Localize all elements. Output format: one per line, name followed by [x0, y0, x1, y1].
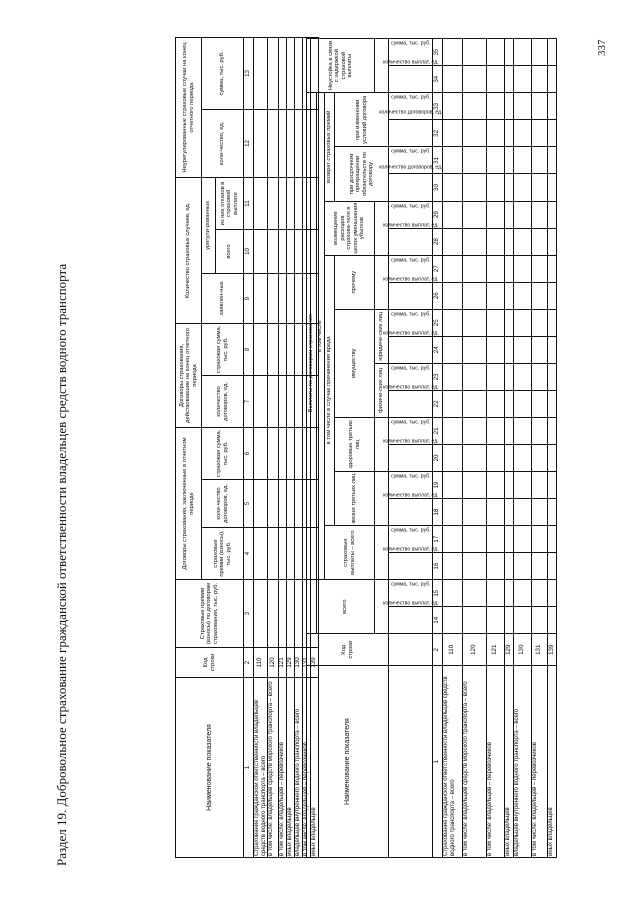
- t1-colnum: 13: [244, 37, 254, 109]
- t1-colnum: 2: [244, 648, 254, 678]
- t2-payments-group: Выплаты по договорам страхования: [307, 93, 317, 634]
- t1-colnum: 4: [244, 528, 254, 580]
- table-row: [268, 37, 279, 857]
- t2-colnum: 15: [433, 580, 443, 607]
- table2-container: [306, 38, 574, 858]
- table-row: [532, 39, 548, 858]
- t2-colnum: 28: [433, 228, 443, 255]
- row-label: иных владельцев: [505, 666, 514, 858]
- t2-colnum: 19: [433, 472, 443, 499]
- section-title: Раздел 19. Добровольное страхование гражданской ответственности владельцев средств водного транспорта: [54, 263, 69, 866]
- t1-colnum: 11: [244, 177, 254, 229]
- table-row: [487, 39, 505, 858]
- t2-colnum: 26: [433, 282, 443, 309]
- t2-sub: сумма, тыс. руб.: [391, 94, 431, 101]
- t2-health: здоровью третьих лиц: [335, 417, 375, 471]
- row-label: Страхование гражданской ответственности владельцев средств водного транспорта – всего: [443, 666, 463, 858]
- table1: [175, 37, 319, 858]
- t1-colnum: 9: [244, 273, 254, 323]
- t2-total: всего: [317, 580, 375, 634]
- t2-penalty: Неустойка в связи с задержкой страховой выплаты: [307, 39, 375, 93]
- table-row: [279, 37, 287, 857]
- t2-ins-payments-total: страховые выплаты – всего: [325, 526, 375, 580]
- t2-other: прочему: [335, 255, 375, 309]
- t1-unsettled-group: Неурегулированные страховые случаи на конец отчетного периода: [176, 37, 202, 177]
- t2-colnum: 25: [433, 309, 443, 336]
- t1-cases-settled: урегули-рованных: [202, 177, 216, 273]
- row-code: 110: [443, 634, 463, 666]
- table-row: [463, 39, 487, 858]
- row-label: в том числе: владельцев – перевозчиков: [487, 666, 505, 858]
- t1-column-numbers-row: [244, 37, 254, 857]
- row-label: в том числе: владельцев – перевозчиков: [532, 666, 548, 858]
- t1-colnum: 5: [244, 480, 254, 528]
- t1-code-header: Код строки: [176, 648, 244, 678]
- page-number: 337: [596, 39, 608, 56]
- table-row: [295, 37, 303, 857]
- row-code: 131: [303, 648, 311, 678]
- t1-unsettled-count: коли-чество, ед.: [202, 109, 244, 177]
- t1-active-group: Договоры страхования, действовавшие на конец отчетного периода: [176, 323, 202, 427]
- row-code: 120: [463, 634, 487, 666]
- t1-colnum: 7: [244, 375, 254, 427]
- t1-active-sum: страховая сумма, тыс. руб.: [202, 323, 244, 375]
- t2-colnum: 18: [433, 499, 443, 526]
- t2-sub: количество выплат, ед.: [383, 221, 439, 228]
- row-code: 129: [505, 634, 514, 666]
- row-code: 139: [311, 648, 319, 678]
- t1-cases-total: всего: [216, 229, 244, 273]
- t2-sub: количество договоров, ед.: [379, 163, 443, 170]
- row-code: 129: [287, 648, 295, 678]
- t2-sub: сумма, тыс. руб.: [391, 473, 431, 480]
- row-code: 131: [532, 634, 548, 666]
- t2-sub: количество выплат, ед.: [383, 276, 439, 282]
- t2-name-header: Наименование показателя: [307, 666, 389, 858]
- t2-colnum: 27: [433, 255, 443, 282]
- t1-concluded-sum: страховая сумма, тыс. руб.: [202, 427, 244, 479]
- row-code: 130: [514, 634, 532, 666]
- t2-return-group: возврат страховых премий: [325, 93, 335, 201]
- t2-legal: юридиче-ских лиц: [375, 309, 389, 363]
- t2-colnum: 17: [433, 526, 443, 553]
- t1-active-count: количество договоров, ед.: [202, 375, 244, 427]
- row-label: иных владельцев: [311, 678, 319, 858]
- row-label: в том числе: владельцев – перевозчиков: [303, 678, 311, 858]
- t1-cases-refused: из них отказов в страховой выплате: [216, 177, 244, 229]
- t2-colnum: 33: [433, 93, 443, 120]
- row-code: 130: [295, 648, 303, 678]
- table-row: [287, 37, 295, 857]
- t2-sub: сумма, тыс. руб.: [391, 419, 431, 426]
- t1-concluded-group: Договоры страхования, заключенные в отчетном периоде: [176, 427, 202, 579]
- t1-concluded-premiums: страховые премии (взносы), тыс. руб.: [202, 528, 244, 580]
- row-label: Страхование гражданской ответственности владельцев средств водного транспорта – всего: [254, 678, 268, 858]
- t2-colnum: 1: [433, 666, 443, 858]
- t2-sub: количество выплат, ед.: [383, 384, 439, 391]
- t1-unsettled-sum: сумма, тыс. руб.: [202, 37, 244, 109]
- t2-colnum: 20: [433, 444, 443, 471]
- t2-colnum: 35: [433, 39, 443, 66]
- t2-subheader-row: [389, 39, 433, 858]
- t2-colnum: 14: [433, 607, 443, 634]
- t2-colnum: 24: [433, 336, 443, 363]
- t1-colnum: 1: [244, 678, 254, 858]
- t2-sub: сумма, тыс. руб.: [391, 527, 431, 534]
- table-row: [254, 37, 268, 857]
- row-label: в том числе: владельцев средств морского транспорта – всего: [268, 678, 279, 858]
- t2-sub: сумма, тыс. руб.: [391, 202, 431, 209]
- t2-sub: количество выплат, ед.: [383, 330, 439, 337]
- row-label: иных владельцев: [548, 666, 557, 858]
- t2-sub: сумма, тыс. руб.: [391, 311, 431, 318]
- t2-column-numbers-row: [433, 39, 443, 858]
- t2-colnum: 31: [433, 147, 443, 174]
- t2-sub: количество выплат, ед.: [383, 600, 439, 607]
- t2-property: имуществу: [335, 309, 375, 417]
- t1-colnum: 10: [244, 229, 254, 273]
- t2-change-terms: при изменении условий договора: [335, 93, 389, 147]
- t2-colnum: 30: [433, 174, 443, 201]
- table2: [306, 38, 557, 858]
- row-label: в том числе: владельцев средств морского транспорта – всего: [463, 666, 487, 858]
- t2-sub: количество выплат, ед.: [383, 492, 439, 499]
- row-code: 139: [548, 634, 557, 666]
- row-label: владельцев внутреннего водного транспорта – всего: [295, 678, 303, 858]
- t1-cases-group: Количество страховых случаев, ед.: [176, 177, 202, 323]
- row-label: в том числе: владельцев – перевозчиков: [279, 678, 287, 858]
- t1-colnum: 12: [244, 109, 254, 177]
- table-row: [548, 39, 557, 858]
- t1-concluded-count: коли-чество договоров, ед.: [202, 480, 244, 528]
- row-label: иных владельцев: [287, 678, 295, 858]
- t2-colnum: 16: [433, 553, 443, 580]
- row-code: 120: [268, 648, 279, 678]
- row-code: 121: [279, 648, 287, 678]
- t1-colnum: 6: [244, 427, 254, 479]
- t2-harm-group: в том числе в случае причинения вреда: [325, 255, 335, 525]
- t2-sub: сумма, тыс. руб.: [391, 148, 431, 155]
- t2-including: в том числе: [317, 93, 325, 580]
- t2-colnum: 2: [433, 634, 443, 666]
- t2-sub: сумма, тыс. руб.: [391, 40, 431, 47]
- t2-reimburse: возмещение расходов страхова-теля в целях уменьшения убытков: [325, 201, 375, 255]
- t2-sub: количество выплат, ед.: [383, 438, 439, 445]
- t2-early-term: при досрочном прекращении обязательств по договору: [335, 147, 389, 201]
- t2-colnum: 23: [433, 363, 443, 390]
- t2-code-header: Код строки: [307, 634, 389, 666]
- t1-premiums-header: Страховые премии (взносы) по договорам страхования, тыс. руб.: [176, 580, 244, 648]
- table-row: [505, 39, 514, 858]
- t2-physical: физиче-ских лиц: [375, 363, 389, 417]
- t1-name-header: Наименование показателя: [176, 678, 244, 858]
- t2-sub: количество выплат, ед.: [383, 546, 439, 553]
- row-code: 110: [254, 648, 268, 678]
- t2-sub: количество договоров, ед.: [379, 109, 443, 116]
- t2-sub: сумма, тыс. руб.: [391, 365, 431, 372]
- t2-sub: сумма, тыс. руб.: [391, 257, 431, 264]
- t1-colnum: 3: [244, 580, 254, 648]
- table-row: [514, 39, 532, 858]
- t2-colnum: 32: [433, 120, 443, 147]
- t2-life: жизни третьих лиц: [335, 472, 375, 526]
- t2-colnum: 21: [433, 417, 443, 444]
- t2-sub: количество выплат, ед.: [383, 59, 439, 66]
- table-row: [443, 39, 463, 858]
- t2-colnum: 29: [433, 201, 443, 228]
- t2-sub: сумма, тыс. руб.: [391, 581, 431, 588]
- row-code: 121: [487, 634, 505, 666]
- row-label: владельцев внутреннего водного транспорта – всего: [514, 666, 532, 858]
- t2-colnum: 34: [433, 66, 443, 93]
- t1-cases-declared: заявлен-ных: [202, 273, 244, 323]
- t1-colnum: 8: [244, 323, 254, 375]
- t2-colnum: 22: [433, 390, 443, 417]
